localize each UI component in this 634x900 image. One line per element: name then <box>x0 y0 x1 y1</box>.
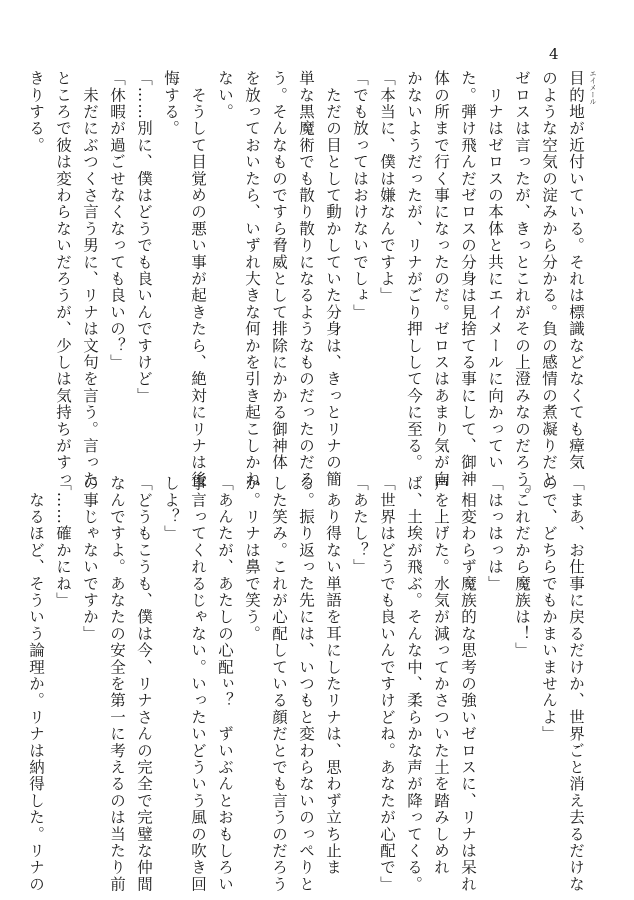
text-line: 声を上げた。水気が減ってかさついた土を踏みしめれ <box>432 475 450 876</box>
text-line: 「これだから魔族は！」 <box>513 475 531 659</box>
text-line: ところで彼は変わらないだろうが、少しは気持ちがすっ <box>54 70 72 488</box>
text-line: の事じゃないですか」 <box>81 475 99 642</box>
text-line: 「はっはっは」 <box>486 475 504 592</box>
text-line: 「まあ、お仕事に戻るだけか、世界ごと消え去るだけな <box>567 475 585 893</box>
text-line: リナはゼロスの本体と共にエイメールに向かってい <box>486 70 504 471</box>
text-line: 「世界はどうでも良いんですけどね。あなたが心配で」 <box>378 475 396 893</box>
text-line: 「本当に、僕は嫌なんですよ」 <box>378 70 396 304</box>
text-line: のような空気の淀みから分かる。負の感情の煮凝りだと <box>540 70 558 488</box>
ruby-base: 目的地 <box>567 70 585 121</box>
text-line: 体の所まで行く事になったのだ。ゼロスはあまり気が向 <box>432 70 450 488</box>
text-line: ない。 <box>216 70 234 121</box>
text-line: そうして目覚めの悪い事が起きたら、絶対にリナは後 <box>189 70 207 488</box>
text-line: 事言ってくれるじゃない。いったいどういう風の吹き回 <box>189 475 207 893</box>
text-line: 単な黒魔術でも散り散りになるようなものだったのだろ <box>297 70 315 488</box>
text-line: した笑み。これが心配している顔だとでも言うのだろう <box>270 475 288 893</box>
text-line: た。弾け飛んだゼロスの分身は見捨てる事にして、御神 <box>459 70 477 488</box>
ruby-word <box>567 70 597 121</box>
text-line: る。振り返った先には、いつもと変わらないのっぺりと <box>297 475 315 893</box>
text-line-ruby <box>562 70 597 471</box>
ruby-reading: エイメール <box>589 70 597 105</box>
text-line: なんですよ。あなたの安全を第一に考えるのは当たり前 <box>108 475 126 893</box>
text-line: しよ？」 <box>162 475 180 542</box>
bottom-text-block <box>27 475 589 893</box>
text-line: う。そんなものですら脅威として排除にかかる御神体 <box>270 70 288 471</box>
text-line: 未だにぶつくさ言う男に、リナは文句を言う。言った <box>81 70 99 488</box>
text-line: ので、どちらでもかまいませんよ」 <box>540 475 558 743</box>
text-line: ば、土埃が飛ぶ。そんな中、柔らかな声が降ってくる。 <box>405 475 423 893</box>
text-line: 「あんたが、あたしの心配ぃ？ ずいぶんとおもしろい <box>216 475 234 893</box>
top-text-block <box>27 70 597 505</box>
text-line: 「……確かにね」 <box>54 475 72 609</box>
text-line: か。リナは鼻で笑う。 <box>243 475 261 642</box>
text-line: 「休暇が過ごせなくなっても良いの？」 <box>108 70 126 371</box>
text-line: なるほど、そういう論理か。リナは納得した。リナの <box>27 475 45 893</box>
text-line: 「でも放ってはおけないでしょ」 <box>351 70 369 321</box>
text-line: あり得ない単語を耳にしたリナは、思わず立ち止ま <box>324 475 342 876</box>
text-line: ゼロスは言ったが、きっとこれがその上澄みなのだろう。 <box>513 70 531 505</box>
page-number: 4 <box>549 45 559 63</box>
text-line: かないようだったが、リナがごり押しして今に至る。 <box>405 70 423 471</box>
text-line: 「……別に、僕はどうでも良いんですけど」 <box>135 70 153 404</box>
text-line: 相変わらず魔族的な思考の強いゼロスに、リナは呆れ <box>459 475 477 893</box>
text-line: を放っておいたら、いずれ大きな何かを引き起こしかね <box>243 70 261 488</box>
text-line: きりする。 <box>27 70 45 154</box>
text-line: ただの目として動かしていた分身は、きっとリナの簡 <box>324 70 342 488</box>
text-line: 「あたし？」 <box>351 475 369 576</box>
text-line: 「どうもこうも、僕は今、リナさんの完全で完璧な仲間 <box>135 475 153 893</box>
text-line: 悔する。 <box>162 70 180 137</box>
text-line-rest: が近付いている。それは標識などなくても瘴気 <box>567 120 585 471</box>
